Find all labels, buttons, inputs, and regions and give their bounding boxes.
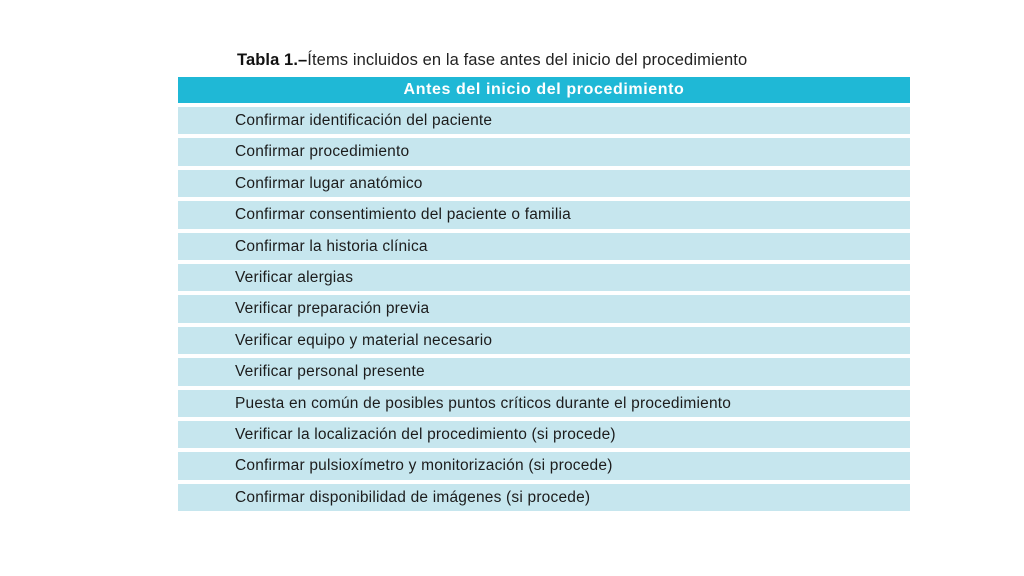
table-row: Verificar alergias xyxy=(178,264,910,291)
caption-label: Tabla 1.– xyxy=(237,51,308,69)
table-row: Confirmar lugar anatómico xyxy=(178,170,910,197)
table-row: Confirmar identificación del paciente xyxy=(178,107,910,134)
table-row: Verificar personal presente xyxy=(178,358,910,385)
table-row: Confirmar consentimiento del paciente o familia xyxy=(178,201,910,228)
caption-text: Ítems incluidos en la fase antes del inicio del procedimiento xyxy=(307,51,748,69)
table-row: Puesta en común de posibles puntos críticos durante el procedimiento xyxy=(178,390,910,417)
table-header: Antes del inicio del procedimiento xyxy=(178,77,910,103)
table-row: Confirmar procedimiento xyxy=(178,138,910,165)
table-row: Confirmar la historia clínica xyxy=(178,233,910,260)
table-row: Verificar preparación previa xyxy=(178,295,910,322)
table-row: Verificar la localización del procedimiento (si procede) xyxy=(178,421,910,448)
table-row: Confirmar pulsioxímetro y monitorización (si procede) xyxy=(178,452,910,479)
table-row: Confirmar disponibilidad de imágenes (si procede) xyxy=(178,484,910,511)
table-body xyxy=(178,107,910,511)
table-caption xyxy=(237,51,747,70)
checklist-table xyxy=(178,77,910,511)
table-row: Verificar equipo y material necesario xyxy=(178,327,910,354)
